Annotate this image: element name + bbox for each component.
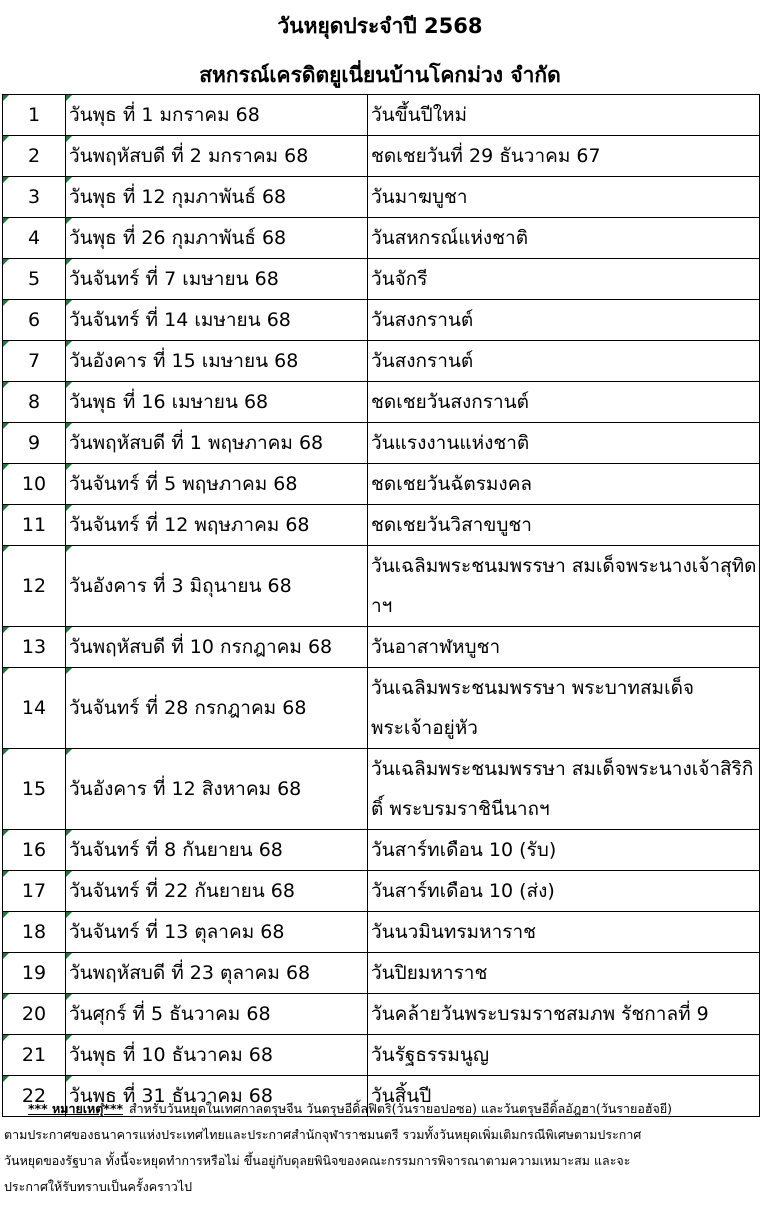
cell-marker: [3, 749, 9, 755]
holiday-date-cell: วันจันทร์ ที่ 13 ตุลาคม 68: [66, 912, 368, 953]
cell-marker: [3, 1076, 9, 1082]
holiday-number-cell: 10: [3, 464, 66, 505]
holiday-name-cell: วันจักรี: [368, 259, 760, 300]
table-row: [3, 994, 760, 1035]
holiday-name-cell: วันเฉลิมพระชนมพรรษา พระบาทสมเด็จพระเจ้าอยู่หัว: [368, 668, 760, 749]
holiday-table-body: [3, 95, 760, 1117]
cell-marker: [3, 218, 9, 224]
holiday-date-cell: วันจันทร์ ที่ 14 เมษายน 68: [66, 300, 368, 341]
holiday-name-cell: วันสาร์ทเดือน 10 (ส่ง): [368, 871, 760, 912]
cell-marker: [66, 423, 72, 429]
holiday-date-cell: วันพุธ ที่ 26 กุมภาพันธ์ 68: [66, 218, 368, 259]
table-row: [3, 177, 760, 218]
holiday-name-cell: ชดเชยวันฉัตรมงคล: [368, 464, 760, 505]
holiday-number-cell: 14: [3, 668, 66, 749]
holiday-number-cell: 8: [3, 382, 66, 423]
table-row: [3, 505, 760, 546]
holiday-date-cell: วันพฤหัสบดี ที่ 1 พฤษภาคม 68: [66, 423, 368, 464]
holiday-date-cell: วันจันทร์ ที่ 8 กันยายน 68: [66, 830, 368, 871]
holiday-name-cell: วันสหกรณ์แห่งชาติ: [368, 218, 760, 259]
holiday-name-cell: วันขึ้นปีใหม่: [368, 95, 760, 136]
holiday-number-cell: 17: [3, 871, 66, 912]
table-row: [3, 259, 760, 300]
table-row: [3, 871, 760, 912]
table-row: [3, 1035, 760, 1076]
cell-marker: [3, 546, 9, 552]
remark-label: *** หมายเหตุ***: [28, 1101, 124, 1116]
cell-marker: [3, 912, 9, 918]
cell-marker: [66, 300, 72, 306]
holiday-number-cell: 19: [3, 953, 66, 994]
holiday-name-cell: ชดเชยวันที่ 29 ธันวาคม 67: [368, 136, 760, 177]
remark-line-3: วันหยุดของรัฐบาล ทั้งนี้จะหยุดทำการหรือไม่ ขึ้นอยู่กับดุลยพินิจของคณะกรรมการพิจารณาตามความเหมาะสม และจะ: [4, 1153, 631, 1168]
holiday-name-cell: วันสงกรานต์: [368, 300, 760, 341]
holiday-date-cell: วันพุธ ที่ 1 มกราคม 68: [66, 95, 368, 136]
table-row: [3, 546, 760, 627]
cell-marker: [66, 177, 72, 183]
cell-marker: [66, 749, 72, 755]
cell-marker: [3, 464, 9, 470]
cell-marker: [66, 830, 72, 836]
table-row: [3, 464, 760, 505]
cell-marker: [3, 95, 9, 101]
cell-marker: [66, 464, 72, 470]
holiday-date-cell: วันพุธ ที่ 16 เมษายน 68: [66, 382, 368, 423]
holiday-date-cell: วันศุกร์ ที่ 5 ธันวาคม 68: [66, 994, 368, 1035]
cell-marker: [3, 300, 9, 306]
cell-marker: [3, 505, 9, 511]
table-row: [3, 668, 760, 749]
cell-marker: [66, 382, 72, 388]
organization-name: สหกรณ์เครดิตยูเนี่ยนบ้านโคกม่วง จำกัด: [199, 63, 561, 87]
cell-marker: [3, 382, 9, 388]
cell-marker: [66, 95, 72, 101]
holiday-number-cell: 16: [3, 830, 66, 871]
cell-marker: [66, 259, 72, 265]
holiday-number-cell: 11: [3, 505, 66, 546]
table-row: [3, 830, 760, 871]
cell-marker: [3, 830, 9, 836]
cell-marker: [66, 871, 72, 877]
holiday-name-cell: วันสิ้นปี: [368, 1076, 760, 1117]
cell-marker: [66, 341, 72, 347]
holiday-date-cell: วันอังคาร ที่ 3 มิถุนายน 68: [66, 546, 368, 627]
cell-marker: [3, 953, 9, 959]
cell-marker: [66, 953, 72, 959]
document-title: วันหยุดประจำปี 2568: [277, 14, 483, 38]
cell-marker: [3, 1035, 9, 1041]
cell-marker: [3, 136, 9, 142]
cell-marker: [3, 871, 9, 877]
cell-marker: [66, 136, 72, 142]
holiday-name-cell: วันสาร์ทเดือน 10 (รับ): [368, 830, 760, 871]
holiday-number-cell: 2: [3, 136, 66, 177]
holiday-date-cell: วันจันทร์ ที่ 28 กรกฎาคม 68: [66, 668, 368, 749]
holiday-number-cell: 7: [3, 341, 66, 382]
holiday-name-cell: วันคล้ายวันพระบรมราชสมภพ รัชกาลที่ 9: [368, 994, 760, 1035]
holiday-name-cell: วันเฉลิมพระชนมพรรษา สมเด็จพระนางเจ้าสุทิดาฯ: [368, 546, 760, 627]
cell-marker: [66, 1076, 72, 1082]
holiday-date-cell: วันจันทร์ ที่ 5 พฤษภาคม 68: [66, 464, 368, 505]
holiday-date-cell: วันพฤหัสบดี ที่ 2 มกราคม 68: [66, 136, 368, 177]
holiday-name-cell: วันนวมินทรมหาราช: [368, 912, 760, 953]
holiday-name-cell: วันปิยมหาราช: [368, 953, 760, 994]
remark-text-1: สำหรับวันหยุดในเทศกาลตรุษจีน วันตรุษอีดิ้ลฟิตริ(วันรายอปอซอ) และวันตรุษอีดิ้ลอัฎฮา(วันรายอฮัจยี): [129, 1101, 673, 1116]
holiday-date-cell: วันพุธ ที่ 10 ธันวาคม 68: [66, 1035, 368, 1076]
table-row: [3, 953, 760, 994]
cell-marker: [66, 546, 72, 552]
holiday-number-cell: 9: [3, 423, 66, 464]
holiday-date-cell: วันพฤหัสบดี ที่ 23 ตุลาคม 68: [66, 953, 368, 994]
holiday-number-cell: 13: [3, 627, 66, 668]
table-row: [3, 912, 760, 953]
cell-marker: [3, 668, 9, 674]
holiday-name-cell: วันอาสาฬหบูชา: [368, 627, 760, 668]
cell-marker: [66, 1035, 72, 1041]
holiday-date-cell: วันอังคาร ที่ 12 สิงหาคม 68: [66, 749, 368, 830]
holiday-number-cell: 20: [3, 994, 66, 1035]
holiday-date-cell: วันจันทร์ ที่ 12 พฤษภาคม 68: [66, 505, 368, 546]
holiday-name-cell: วันสงกรานต์: [368, 341, 760, 382]
table-row: [3, 95, 760, 136]
table-row: [3, 749, 760, 830]
table-row: [3, 382, 760, 423]
table-row: [3, 341, 760, 382]
cell-marker: [66, 994, 72, 1000]
holiday-name-cell: ชดเชยวันสงกรานต์: [368, 382, 760, 423]
table-row: [3, 136, 760, 177]
holiday-name-cell: วันมาฆบูชา: [368, 177, 760, 218]
holiday-date-cell: วันพุธ ที่ 31 ธันวาคม 68: [66, 1076, 368, 1117]
cell-marker: [3, 259, 9, 265]
holiday-name-cell: วันรัฐธรรมนูญ: [368, 1035, 760, 1076]
cell-marker: [66, 505, 72, 511]
holiday-number-cell: 18: [3, 912, 66, 953]
holiday-number-cell: 4: [3, 218, 66, 259]
holiday-number-cell: 22: [3, 1076, 66, 1117]
holiday-number-cell: 21: [3, 1035, 66, 1076]
holiday-number-cell: 1: [3, 95, 66, 136]
holiday-name-cell: วันเฉลิมพระชนมพรรษา สมเด็จพระนางเจ้าสิริกิติ์ พระบรมราชินีนาถฯ: [368, 749, 760, 830]
table-row: [3, 423, 760, 464]
table-row: [3, 627, 760, 668]
holiday-date-cell: วันจันทร์ ที่ 7 เมษายน 68: [66, 259, 368, 300]
remark-line-1: [4, 1096, 754, 1122]
cell-marker: [3, 627, 9, 633]
holiday-date-cell: วันพฤหัสบดี ที่ 10 กรกฎาคม 68: [66, 627, 368, 668]
cell-marker: [66, 218, 72, 224]
holiday-date-cell: วันอังคาร ที่ 15 เมษายน 68: [66, 341, 368, 382]
remark-line-4: ประกาศให้รับทราบเป็นครั้งคราวไป: [4, 1179, 193, 1194]
table-row: [3, 300, 760, 341]
holiday-number-cell: 5: [3, 259, 66, 300]
cell-marker: [3, 994, 9, 1000]
cell-marker: [66, 668, 72, 674]
holiday-name-cell: วันแรงงานแห่งชาติ: [368, 423, 760, 464]
remark-line-2: ตามประกาศของธนาคารแห่งประเทศไทยและประกาศสำนักจุฬาราชมนตรี รวมทั้งวันหยุดเพิ่มเติมกรณีพิเศษตามประกาศ: [4, 1127, 642, 1142]
holiday-number-cell: 15: [3, 749, 66, 830]
remark-section: [4, 1096, 754, 1200]
holiday-number-cell: 6: [3, 300, 66, 341]
holiday-number-cell: 3: [3, 177, 66, 218]
holiday-name-cell: ชดเชยวันวิสาขบูชา: [368, 505, 760, 546]
cell-marker: [3, 341, 9, 347]
holiday-table: [2, 94, 760, 1117]
holiday-number-cell: 12: [3, 546, 66, 627]
cell-marker: [66, 912, 72, 918]
cell-marker: [66, 627, 72, 633]
cell-marker: [3, 177, 9, 183]
table-row: [3, 218, 760, 259]
cell-marker: [3, 423, 9, 429]
holiday-date-cell: วันจันทร์ ที่ 22 กันยายน 68: [66, 871, 368, 912]
holiday-date-cell: วันพุธ ที่ 12 กุมภาพันธ์ 68: [66, 177, 368, 218]
